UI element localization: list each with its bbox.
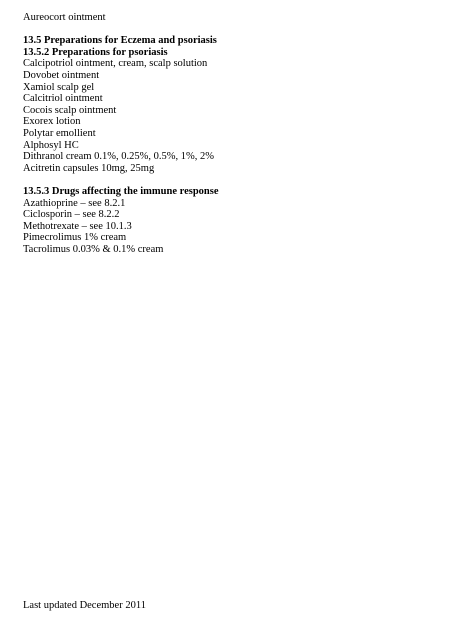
spacer: [23, 174, 433, 186]
list-item: Calcipotriol ointment, cream, scalp solution: [23, 58, 208, 70]
spacer: [23, 24, 433, 36]
list-item: Polytar emollient: [23, 127, 96, 139]
list-item: Pimecrolimus 1% cream: [23, 232, 127, 244]
list-item: Dithranol cream 0.1%, 0.25%, 0.5%, 1%, 2%: [23, 151, 214, 163]
list-item: Xamiol scalp gel: [23, 81, 95, 93]
list-item: Tacrolimus 0.03% & 0.1% cream: [23, 243, 164, 255]
list-item: Alphosyl HC: [23, 139, 79, 151]
list-item: Ciclosporin – see 8.2.2: [23, 209, 120, 221]
list-item: Dovobet ointment: [23, 69, 100, 81]
subsection-heading-immune: 13.5.3 Drugs affecting the immune response: [23, 185, 219, 197]
list-item: Cocois scalp ointment: [23, 104, 117, 116]
list-item: Exorex lotion: [23, 116, 81, 128]
section-heading-eczema: 13.5 Preparations for Eczema and psoriasis: [23, 35, 217, 47]
document-body: [23, 12, 433, 255]
list-item: Methotrexate – see 10.1.3: [23, 220, 132, 232]
list-item: Azathioprine – see 8.2.1: [23, 197, 126, 209]
intro-item: Aureocort ointment: [23, 12, 106, 23]
list-item: Calcitriol ointment: [23, 93, 103, 105]
list-item: Acitretin capsules 10mg, 25mg: [23, 162, 155, 174]
immune-list: [23, 198, 433, 256]
psoriasis-list: [23, 58, 433, 174]
page-footer: Last updated December 2011: [23, 600, 146, 611]
subsection-heading-psoriasis: 13.5.2 Preparations for psoriasis: [23, 46, 168, 58]
